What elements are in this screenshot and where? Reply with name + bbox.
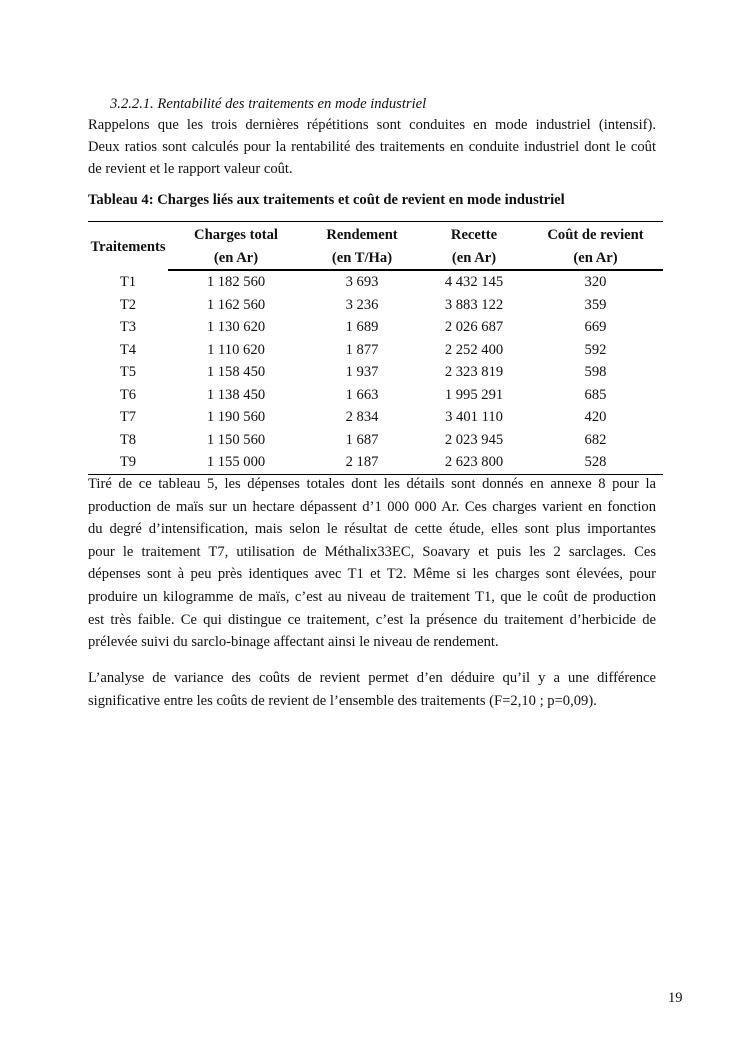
unit-cout: (en Ar): [528, 247, 663, 271]
header-recette: Recette: [420, 222, 528, 247]
table-cell: 1 150 560: [206, 431, 266, 448]
table-cell: 359: [584, 296, 607, 313]
intro-line: Deux ratios sont calculés pour la rentabilité des traitements en conduite industriel dont le coût: [88, 139, 656, 155]
table-caption: Tableau 4: Charges liés aux traitements et coût de revient en mode industriel: [88, 192, 565, 208]
table-row: [88, 294, 663, 317]
table-cell: 685: [584, 386, 607, 403]
table-cell: 1 155 000: [168, 451, 304, 474]
table-cell: T5: [119, 364, 137, 380]
table-row: [88, 361, 663, 384]
charges-table: [88, 221, 663, 475]
paragraph-line: L’analyse de variance des coûts de revient permet d’en déduire qu’il y a une différence: [88, 670, 656, 686]
table-cell: 1 162 560: [206, 296, 266, 313]
table-cell: T9: [88, 451, 168, 474]
table-cell: 2 187: [304, 451, 420, 474]
table-row: [88, 316, 663, 339]
table-row: [88, 270, 663, 294]
header-cout: Coût de revient: [528, 222, 663, 247]
paragraph-line: significative entre les coûts de revient de l’ensemble des traitements (F=2,10 ; p=0,09).: [88, 692, 597, 709]
intro-line: Rappelons que les trois dernières répétitions sont conduites en mode industriel (intensif).: [88, 117, 656, 133]
table-cell: 3 693: [345, 274, 379, 290]
table-cell: T7: [119, 409, 137, 425]
table-header-row: [88, 222, 663, 247]
table-row: [88, 384, 663, 407]
table-row: [88, 451, 663, 474]
table-row: [88, 429, 663, 452]
table-cell: 3 883 122: [444, 296, 504, 313]
table-cell: 4 432 145: [444, 274, 504, 290]
table-cell: T4: [119, 341, 137, 358]
table-header-unit-row: [88, 247, 663, 271]
header-charges: Charges total: [168, 222, 304, 247]
paragraph-line: du degré d’intensification, mais selon le résultat de cette étude, elles sont plus importantes: [88, 521, 656, 538]
table-cell: 2 023 945: [444, 431, 504, 448]
paragraph-line: dépenses sont à peu près identiques avec T1 et T2. Même si les charges sont élevées, pour: [88, 566, 656, 583]
table-cell: 2 834: [345, 409, 379, 425]
table-cell: 1 138 450: [206, 386, 266, 403]
table-cell: 1 663: [345, 386, 379, 403]
table-cell: T3: [119, 319, 137, 335]
paragraph-line: prélevée suivi du sarclo-binage affectant ainsi le niveau de rendement.: [88, 634, 499, 651]
table-cell: 3 401 110: [445, 409, 503, 425]
paragraph-line: Tiré de ce tableau 5, les dépenses totales dont les détails sont donnés en annexe 8 pour la: [88, 476, 656, 492]
paragraph-line: produire un kilogramme de maïs, c’est au niveau de traitement T1, que le coût de production: [88, 589, 656, 605]
table-row: [88, 406, 663, 429]
table-cell: 2 623 800: [420, 451, 528, 474]
table-cell: 1 190 560: [206, 409, 266, 425]
table-cell: 3 236: [345, 296, 379, 313]
table-cell: 592: [584, 341, 607, 358]
paragraph-line: est très faible. Ce qui distingue ce traitement, c’est la présence du traitement d’herbicide de: [88, 611, 656, 628]
unit-charges: (en Ar): [168, 247, 304, 271]
paragraph-line: pour le traitement T7, utilisation de Méthalix33EC, Soavary et puis les 2 sarclages. Ces: [88, 543, 656, 560]
table-cell: 682: [584, 431, 607, 448]
header-traitements: Traitements: [88, 222, 168, 271]
page-number: 19: [668, 990, 683, 1006]
header-rendement: Rendement: [304, 222, 420, 247]
section-heading: 3.2.2.1. Rentabilité des traitements en mode industriel: [110, 96, 427, 112]
table-cell: 1 687: [345, 431, 379, 448]
table-cell: T2: [119, 296, 137, 313]
table-cell: 1 182 560: [206, 274, 266, 290]
table-cell: 1 130 620: [206, 319, 266, 335]
intro-line: de revient et le rapport valeur coût.: [88, 161, 293, 177]
table-cell: 1 158 450: [206, 364, 266, 380]
table-cell: 1 995 291: [444, 386, 504, 403]
table-cell: 1 110 620: [207, 341, 265, 358]
table-cell: 420: [584, 409, 607, 425]
table-cell: 669: [584, 319, 607, 335]
table-cell: 1 689: [345, 319, 379, 335]
table-row: [88, 339, 663, 362]
table-cell: 2 026 687: [444, 319, 504, 335]
table-cell: 528: [528, 451, 663, 474]
table-cell: 1 937: [345, 364, 379, 380]
unit-recette: (en Ar): [420, 247, 528, 271]
table-cell: 1 877: [345, 341, 379, 358]
table-cell: 2 323 819: [444, 364, 504, 380]
table-cell: T8: [119, 431, 137, 448]
table-cell: 320: [584, 274, 607, 290]
paragraph-line: production de maïs sur un hectare dépassent d’1 000 000 Ar. Ces charges varient en fonction: [88, 498, 656, 515]
unit-rendement: (en T/Ha): [304, 247, 420, 271]
table-cell: 598: [584, 364, 607, 380]
table-cell: T1: [119, 273, 137, 290]
table-cell: T6: [119, 386, 137, 403]
table-cell: 2 252 400: [444, 341, 504, 358]
